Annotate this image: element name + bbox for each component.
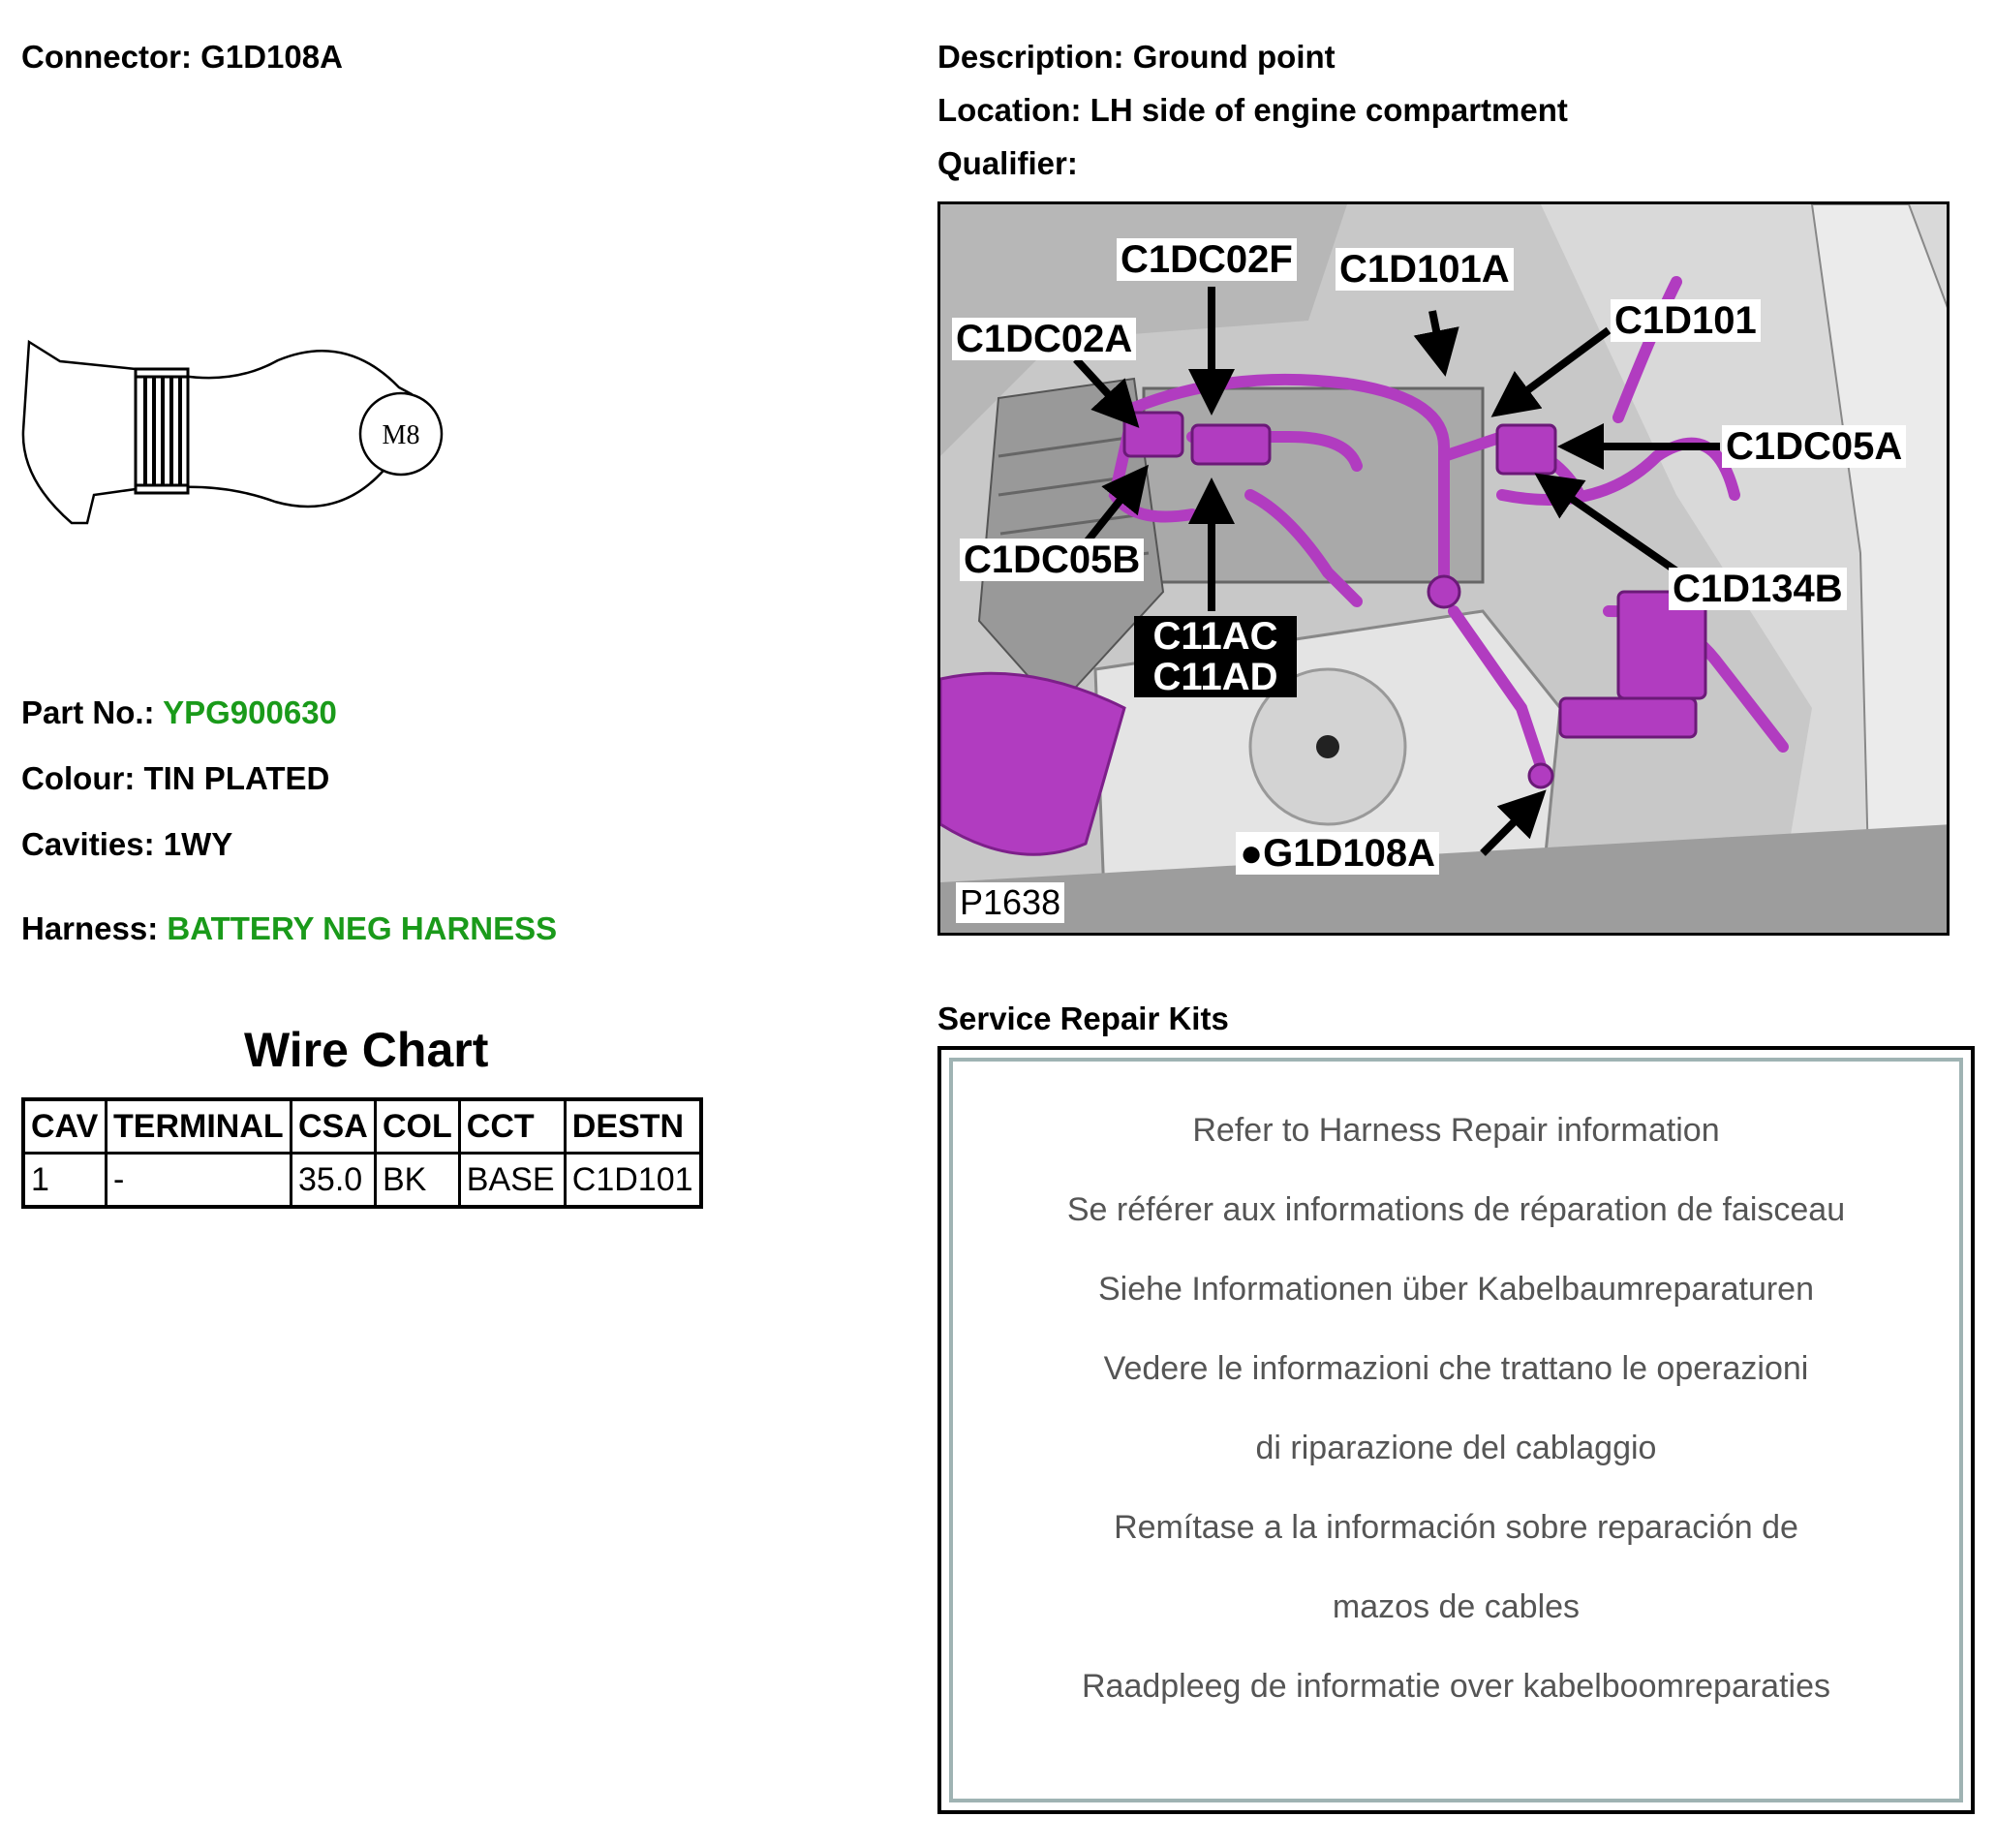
- harness-field: [21, 910, 557, 947]
- repair-line-fr: Se référer aux informations de réparation de faisceau: [1066, 1191, 1846, 1228]
- cell-destn: C1D101: [565, 1154, 701, 1208]
- callout-c1d101a: C1D101A: [1336, 248, 1514, 291]
- repair-line-es-2: mazos de cables: [1332, 1588, 1581, 1625]
- part-number-label: Part No.:: [21, 694, 155, 730]
- wire-chart-table: [21, 1097, 703, 1209]
- description-label: Description:: [937, 39, 1124, 75]
- ring-terminal-drawing: [21, 334, 515, 528]
- callout-c11ac-c11ad: [1134, 616, 1297, 697]
- cell-cct: BASE: [459, 1154, 565, 1208]
- service-repair-kits-box: [937, 1046, 1975, 1814]
- callout-c1dc02a: C1DC02A: [952, 318, 1136, 360]
- qualifier-field: [937, 145, 1078, 182]
- part-number-field: [21, 694, 337, 731]
- callout-c1d134b: C1D134B: [1669, 568, 1847, 610]
- wire-chart-title: Wire Chart: [244, 1023, 489, 1077]
- callout-c11ad: C11AD: [1152, 656, 1278, 698]
- column-header-csa: CSA: [292, 1099, 376, 1154]
- callout-g1d108a: ●G1D108A: [1236, 832, 1439, 875]
- description-field: [937, 39, 1336, 76]
- cell-cav: 1: [23, 1154, 107, 1208]
- cell-terminal: -: [107, 1154, 292, 1208]
- description-value: Ground point: [1132, 39, 1336, 75]
- callout-c1dc05b: C1DC05B: [960, 539, 1144, 581]
- colour-label: Colour:: [21, 760, 136, 796]
- stud-size-label: M8: [382, 420, 420, 450]
- service-repair-kits-inner-frame: [949, 1058, 1963, 1802]
- cavities-field: [21, 826, 232, 863]
- table-row: [23, 1154, 701, 1208]
- column-header-terminal: TERMINAL: [107, 1099, 292, 1154]
- repair-line-es-1: Remítase a la información sobre reparación de: [1114, 1509, 1798, 1546]
- connector-value: G1D108A: [200, 39, 343, 75]
- cavities-label: Cavities:: [21, 826, 155, 862]
- connector-field: [21, 39, 343, 76]
- callout-c11ac: C11AC: [1152, 615, 1278, 658]
- repair-line-nl: Raadpleeg de informatie over kabelboomreparaties: [1081, 1668, 1831, 1705]
- repair-line-it-1: Vedere le informazioni che trattano le operazioni: [1103, 1350, 1809, 1387]
- location-field: [937, 92, 1568, 129]
- colour-value: TIN PLATED: [143, 760, 330, 796]
- photo-id-label: P1638: [956, 882, 1064, 923]
- colour-field: [21, 760, 329, 797]
- harness-link[interactable]: BATTERY NEG HARNESS: [167, 910, 558, 946]
- repair-line-it-2: di riparazione del cablaggio: [1255, 1430, 1657, 1466]
- cell-csa: 35.0: [292, 1154, 376, 1208]
- connector-label: Connector:: [21, 39, 192, 75]
- part-number-link[interactable]: YPG900630: [163, 694, 337, 730]
- cell-col: BK: [376, 1154, 460, 1208]
- column-header-cav: CAV: [23, 1099, 107, 1154]
- column-header-destn: DESTN: [565, 1099, 701, 1154]
- location-label: Location:: [937, 92, 1082, 128]
- wire-chart-header-row: [23, 1099, 701, 1154]
- harness-label: Harness:: [21, 910, 159, 946]
- repair-line-de: Siehe Informationen über Kabelbaumreparaturen: [1097, 1271, 1815, 1308]
- column-header-col: COL: [376, 1099, 460, 1154]
- callout-c1dc02f: C1DC02F: [1117, 238, 1297, 281]
- cavities-value: 1WY: [163, 826, 233, 862]
- callout-c1d101: C1D101: [1611, 299, 1761, 342]
- qualifier-label: Qualifier:: [937, 145, 1078, 181]
- column-header-cct: CCT: [459, 1099, 565, 1154]
- location-photo: [937, 201, 1950, 936]
- repair-line-en: Refer to Harness Repair information: [1192, 1112, 1720, 1149]
- service-repair-kits-title: Service Repair Kits: [937, 1001, 1229, 1036]
- callout-c1dc05a: C1DC05A: [1722, 425, 1906, 468]
- location-value: LH side of engine compartment: [1090, 92, 1568, 128]
